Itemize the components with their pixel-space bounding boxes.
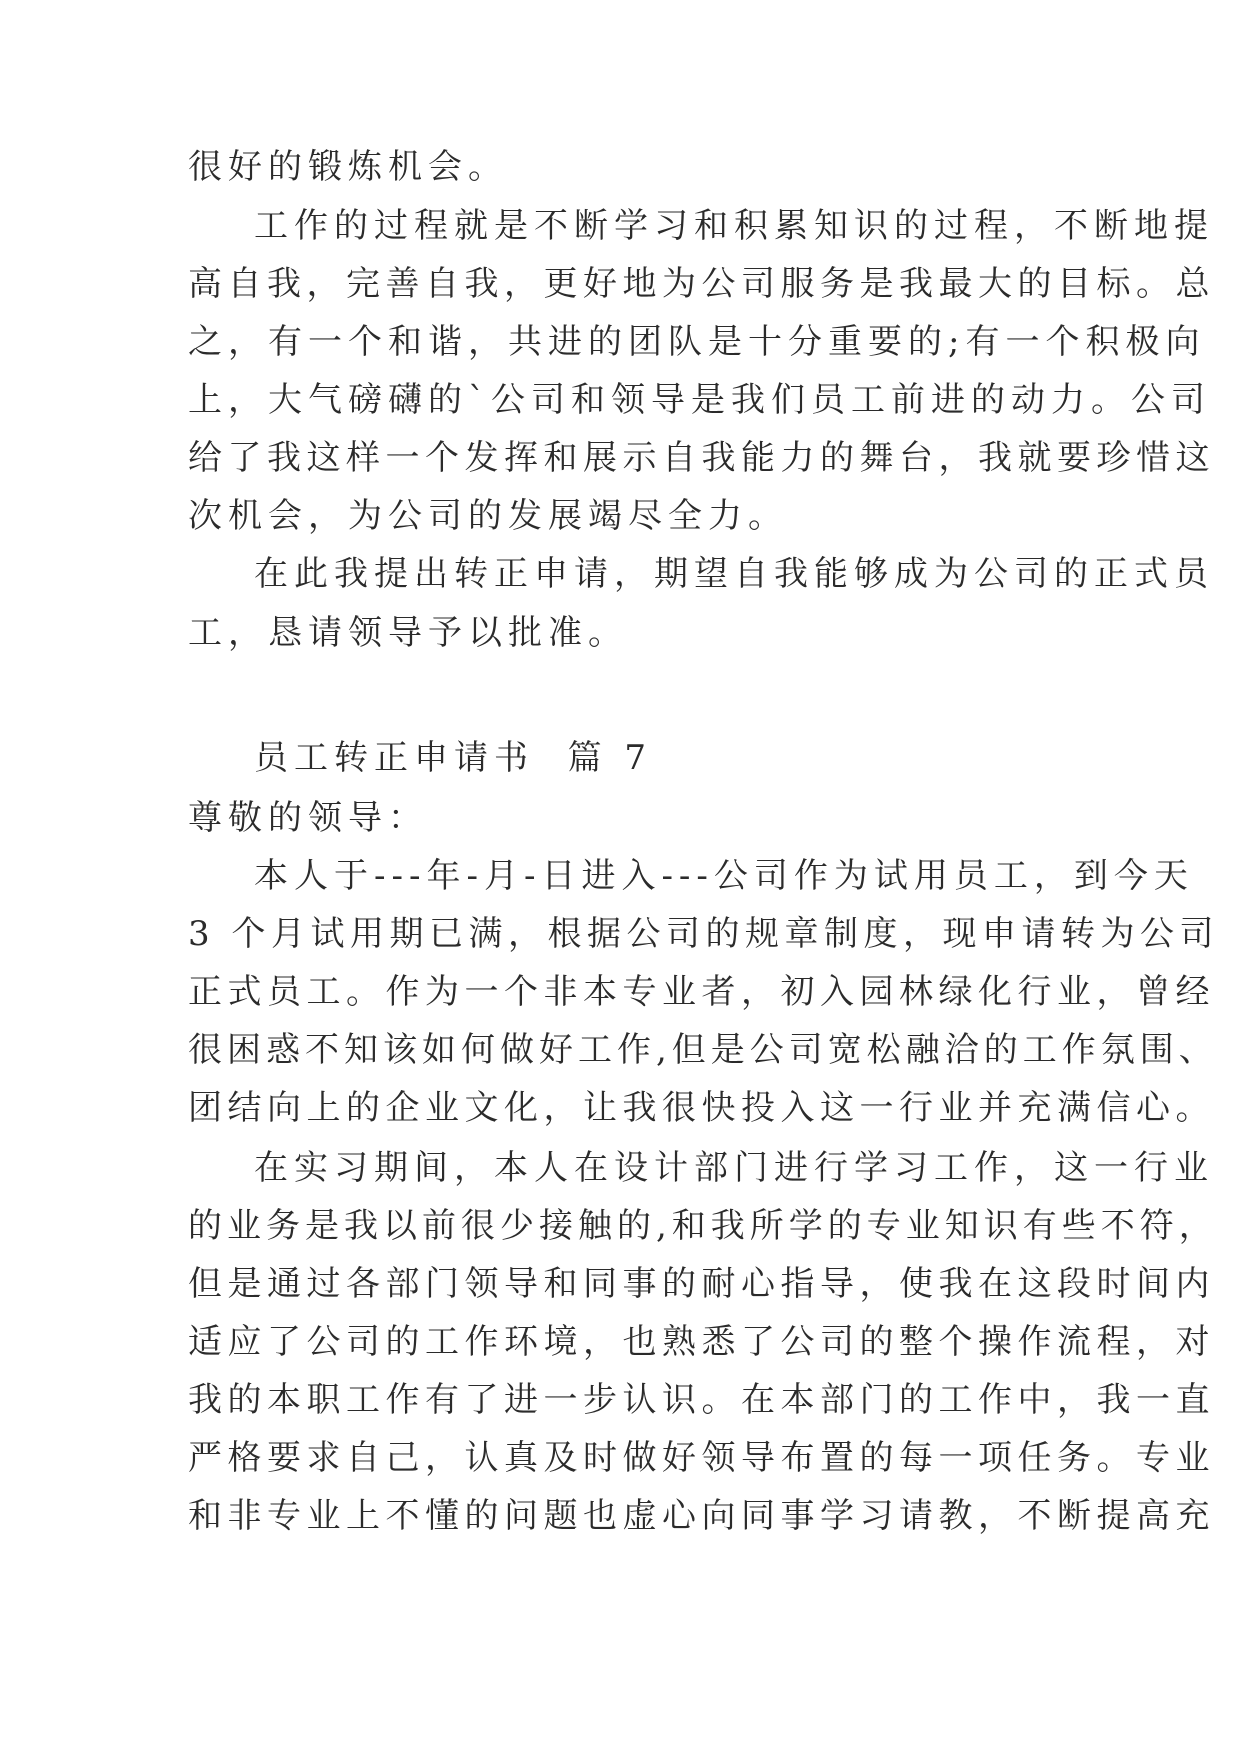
text-line: 严格要求自己，认真及时做好领导布置的每一项任务。专业	[188, 1438, 1215, 1478]
text-line: 我的本职工作有了进一步认识。在本部门的工作中，我一直	[188, 1380, 1215, 1420]
text-line: 很好的锻炼机会。	[188, 147, 508, 187]
text-line: 在此我提出转正申请，期望自我能够成为公司的正式员	[254, 554, 1214, 594]
text-line: 团结向上的企业文化，让我很快投入这一行业并充满信心。	[188, 1088, 1215, 1128]
text-line: 高自我，完善自我，更好地为公司服务是我最大的目标。总	[188, 264, 1215, 304]
text-line: 在实习期间，本人在设计部门进行学习工作，这一行业	[254, 1148, 1214, 1188]
text-line: 3 个月试用期已满，根据公司的规章制度，现申请转为公司	[188, 914, 1219, 954]
text-line: 之，有一个和谐，共进的团队是十分重要的;有一个积极向	[188, 322, 1206, 362]
text-line: 很困惑不知该如何做好工作,但是公司宽松融洽的工作氛围、	[188, 1030, 1218, 1070]
text-line: 但是通过各部门领导和同事的耐心指导，使我在这段时间内	[188, 1264, 1215, 1304]
text-line: 上，大气磅礴的`公司和领导是我们员工前进的动力。公司	[188, 380, 1211, 420]
text-line: 适应了公司的工作环境，也熟悉了公司的整个操作流程，对	[188, 1322, 1215, 1362]
text-line: 工，恳请领导予以批准。	[188, 613, 628, 653]
text-line: 的业务是我以前很少接触的,和我所学的专业知识有些不符，	[188, 1206, 1218, 1246]
salutation: 尊敬的领导：	[188, 798, 428, 838]
text-line: 次机会，为公司的发展竭尽全力。	[188, 496, 788, 536]
text-line: 正式员工。作为一个非本专业者，初入园林绿化行业，曾经	[188, 972, 1215, 1012]
section-heading: 员工转正申请书 篇 7	[254, 738, 653, 778]
text-line: 工作的过程就是不断学习和积累知识的过程，不断地提	[254, 206, 1214, 246]
text-line: 给了我这样一个发挥和展示自我能力的舞台，我就要珍惜这	[188, 438, 1215, 478]
text-line: 和非专业上不懂的问题也虚心向同事学习请教，不断提高充	[188, 1496, 1215, 1536]
text-line: 本人于---年-月-日进入---公司作为试用员工，到今天	[254, 856, 1194, 896]
